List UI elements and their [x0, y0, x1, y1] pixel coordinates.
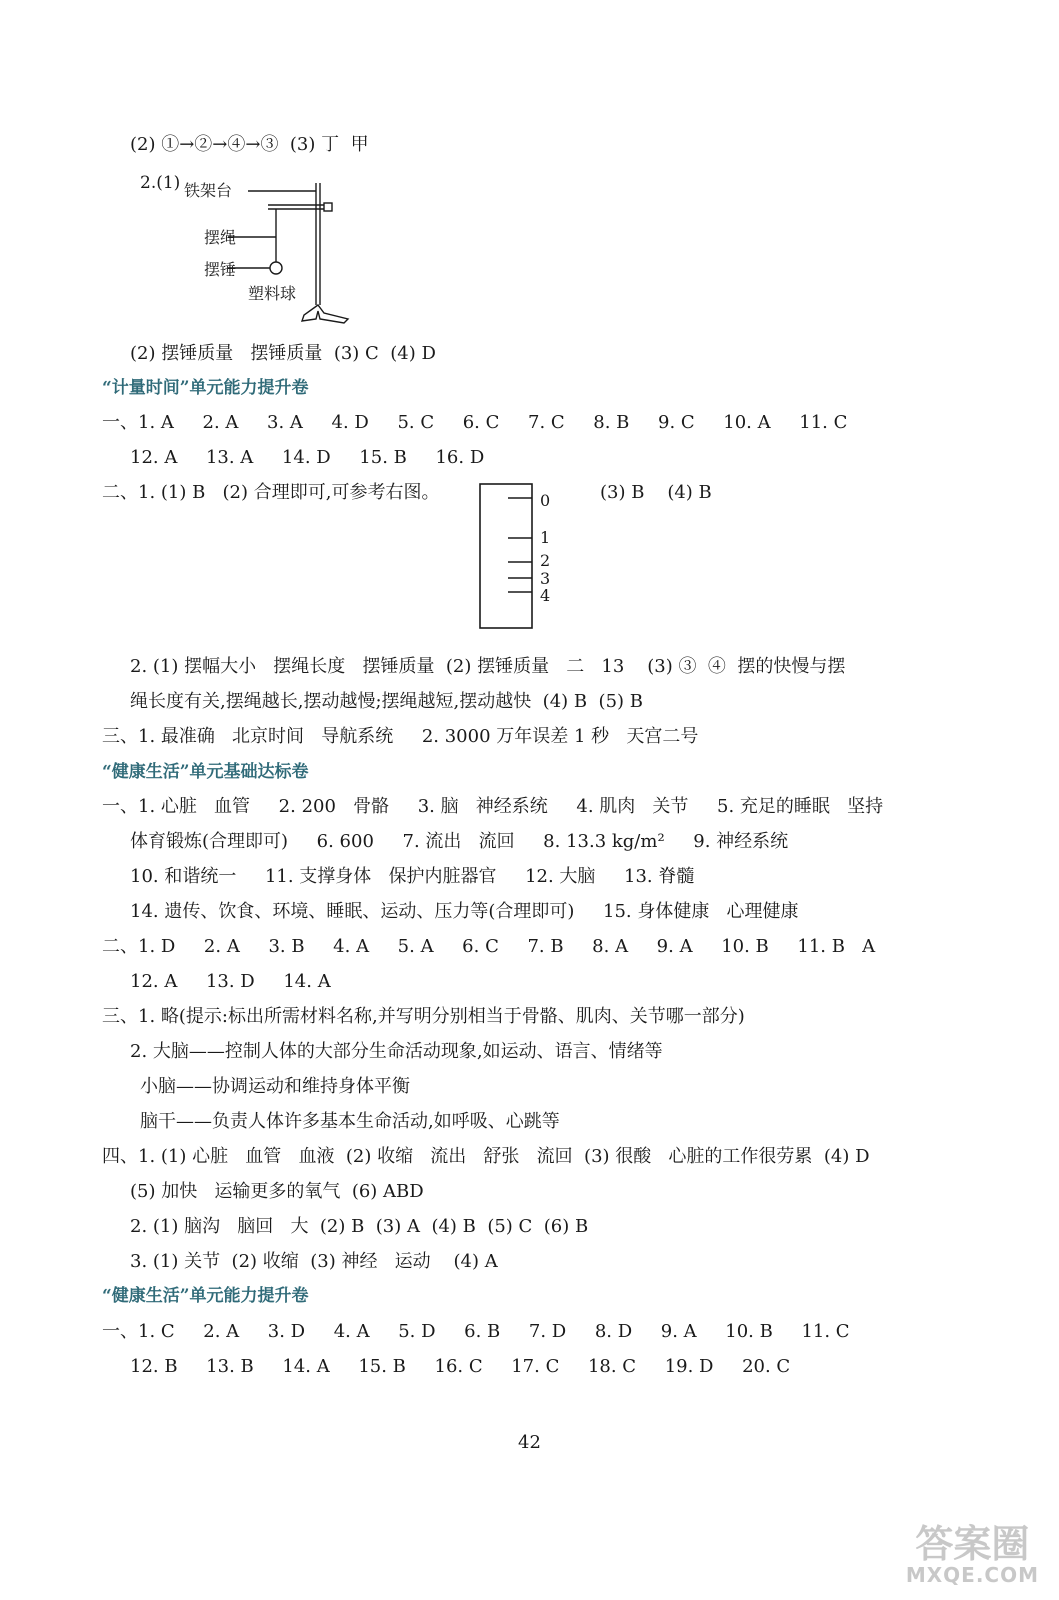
- answer-line: 一、1. C 2. A 3. D 4. A 5. D 6. B 7. D 8. D 9. A 10. B 11. C: [102, 1321, 850, 1342]
- watermark-line1: 答案圈: [915, 1522, 1030, 1566]
- scale-tick-label: 1: [540, 528, 551, 547]
- answer-line: 二、1. D 2. A 3. B 4. A 5. A 6. C 7. B 8. A 9. A 10. B 11. B A: [102, 936, 876, 957]
- answer-line: 三、1. 最准确 北京时间 导航系统 2. 3000 万年误差 1 秒 天宫二号: [102, 726, 699, 747]
- answer-line: 一、1. 心脏 血管 2. 200 骨骼 3. 脑 神经系统 4. 肌肉 关节 5. 充足的睡眠 坚持: [102, 796, 884, 817]
- scale-drawing: [478, 482, 568, 632]
- answer-line: 三、1. 略(提示:标出所需材料名称,并写明分别相当于骨骼、肌肉、关节哪一部分): [102, 1006, 745, 1027]
- page-number: 42: [518, 1432, 541, 1453]
- answer-line: 3. (1) 关节 (2) 收缩 (3) 神经 运动 (4) A: [130, 1251, 498, 1272]
- answer-line: 2. (1) 摆幅大小 摆绳长度 摆锤质量 (2) 摆锤质量 二 13 (3) ③ ④ 摆的快慢与摆: [130, 656, 846, 677]
- question-number: 2.(1): [140, 173, 181, 193]
- figure-label-ball: 塑料球: [248, 284, 297, 303]
- answer-line: (3) B (4) B: [600, 482, 712, 503]
- answer-line: 体育锻炼(合理即可) 6. 600 7. 流出 流回 8. 13.3 kg/m² 9. 神经系统: [130, 831, 789, 852]
- answer-line: (2) ①→②→④→③ (3) 丁 甲: [130, 134, 369, 155]
- answer-line: 14. 遗传、饮食、环境、睡眠、运动、压力等(合理即可) 15. 身体健康 心理健康: [130, 901, 799, 922]
- answer-line: 小脑——协调运动和维持身体平衡: [140, 1076, 410, 1097]
- answer-line: 12. A 13. A 14. D 15. B 16. D: [130, 447, 485, 468]
- answer-line: 10. 和谐统一 11. 支撑身体 保护内脏器官 12. 大脑 13. 脊髓: [130, 866, 695, 887]
- answer-line: 12. B 13. B 14. A 15. B 16. C 17. C 18. C 19. D 20. C: [130, 1356, 791, 1377]
- answer-line: (5) 加快 运输更多的氧气 (6) ABD: [130, 1181, 424, 1202]
- answer-line: 绳长度有关,摆绳越长,摆动越慢;摆绳越短,摆动越快 (4) B (5) B: [130, 691, 644, 712]
- answer-line: 2. 大脑——控制人体的大部分生命活动现象,如运动、语言、情绪等: [130, 1041, 663, 1062]
- answer-line: 二、1. (1) B (2) 合理即可,可参考右图。: [102, 482, 440, 503]
- answer-line: 12. A 13. D 14. A: [130, 971, 331, 992]
- watermark-logo: [906, 1524, 1039, 1586]
- scale-tick-label: 4: [540, 586, 551, 605]
- figure-label-stand: 铁架台: [184, 181, 233, 200]
- scale-figure: [478, 482, 568, 632]
- scale-tick-label: 3: [540, 569, 551, 588]
- answer-line: 2. (1) 脑沟 脑回 大 (2) B (3) A (4) B (5) C (6) B: [130, 1216, 589, 1237]
- answer-line: (2) 摆锤质量 摆锤质量 (3) C (4) D: [130, 343, 436, 364]
- pendulum-figure: [178, 175, 378, 335]
- section-title: “健康生活”单元能力提升卷: [102, 1286, 309, 1306]
- figure-label-bob: 摆锤: [204, 260, 237, 279]
- scale-tick-label: 2: [540, 551, 551, 570]
- section-title: “计量时间”单元能力提升卷: [102, 378, 309, 398]
- answer-line: 四、1. (1) 心脏 血管 血液 (2) 收缩 流出 舒张 流回 (3) 很酸 心脏的工作很劳累 (4) D: [102, 1146, 870, 1167]
- answer-line: 脑干——负责人体许多基本生命活动,如呼吸、心跳等: [140, 1111, 560, 1132]
- answer-line: 一、1. A 2. A 3. A 4. D 5. C 6. C 7. C 8. B 9. C 10. A 11. C: [102, 412, 848, 433]
- section-title: “健康生活”单元基础达标卷: [102, 762, 309, 782]
- figure-label-string: 摆绳: [204, 228, 237, 247]
- watermark-line2: MXQE.COM: [905, 1563, 1039, 1587]
- scale-tick-label: 0: [540, 491, 551, 510]
